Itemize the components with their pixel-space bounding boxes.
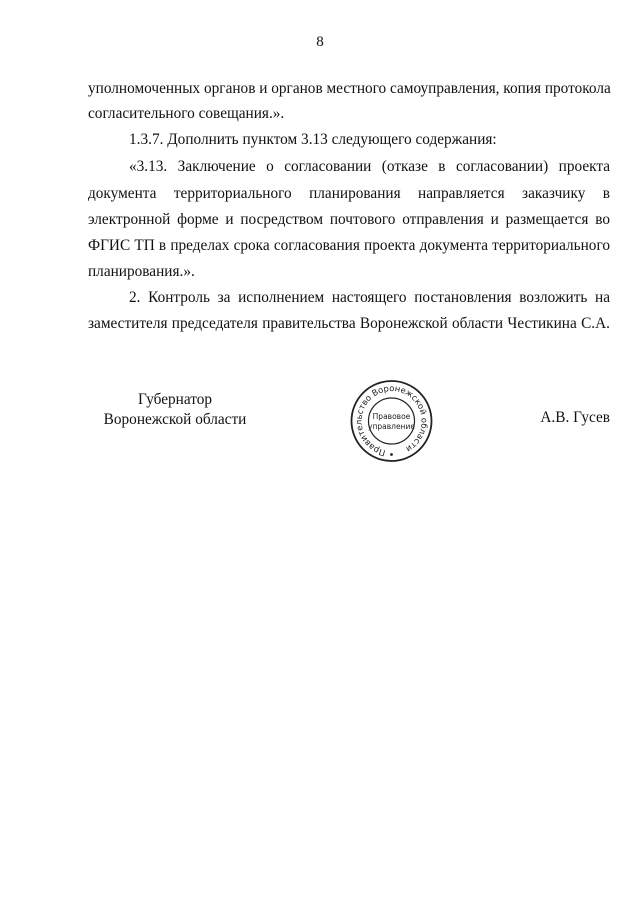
signatory-title-line: Воронежской области (103, 411, 247, 428)
body-line: «3.13. Заключение о согласовании (отказе в согласовании) проекта (129, 158, 610, 175)
official-stamp (343, 379, 440, 463)
page-number: 8 (316, 34, 324, 50)
body-line: документа территориального планирования направляется заказчику в (88, 185, 610, 202)
body-line: заместителя председателя правительства Воронежской области Честикина С.А. (88, 315, 610, 332)
body-line: 1.3.7. Дополнить пунктом 3.13 следующего содержания: (129, 131, 497, 148)
signatory-name: А.В. Гусев (540, 409, 610, 426)
body-line: уполномоченных органов и органов местного самоуправления, копия протокола (88, 80, 611, 97)
stamp-dot (390, 453, 393, 456)
stamp-ring-text: Правительство Воронежской области (353, 382, 430, 459)
signatory-title-line: Губернатор (137, 391, 213, 408)
stamp-center-line: Правовое (372, 412, 411, 421)
body-line: электронной форме и посредством почтового отправления и размещается во (88, 211, 610, 228)
body-line: согласительного совещания.». (88, 105, 285, 122)
body-line: планирования.». (88, 263, 195, 280)
stamp-center-line: управление (368, 422, 415, 431)
body-line: ФГИС ТП в пределах срока согласования проекта документа территориального (88, 237, 610, 254)
body-line: 2. Контроль за исполнением настоящего постановления возложить на (129, 289, 610, 306)
signatory-title (100, 390, 250, 430)
